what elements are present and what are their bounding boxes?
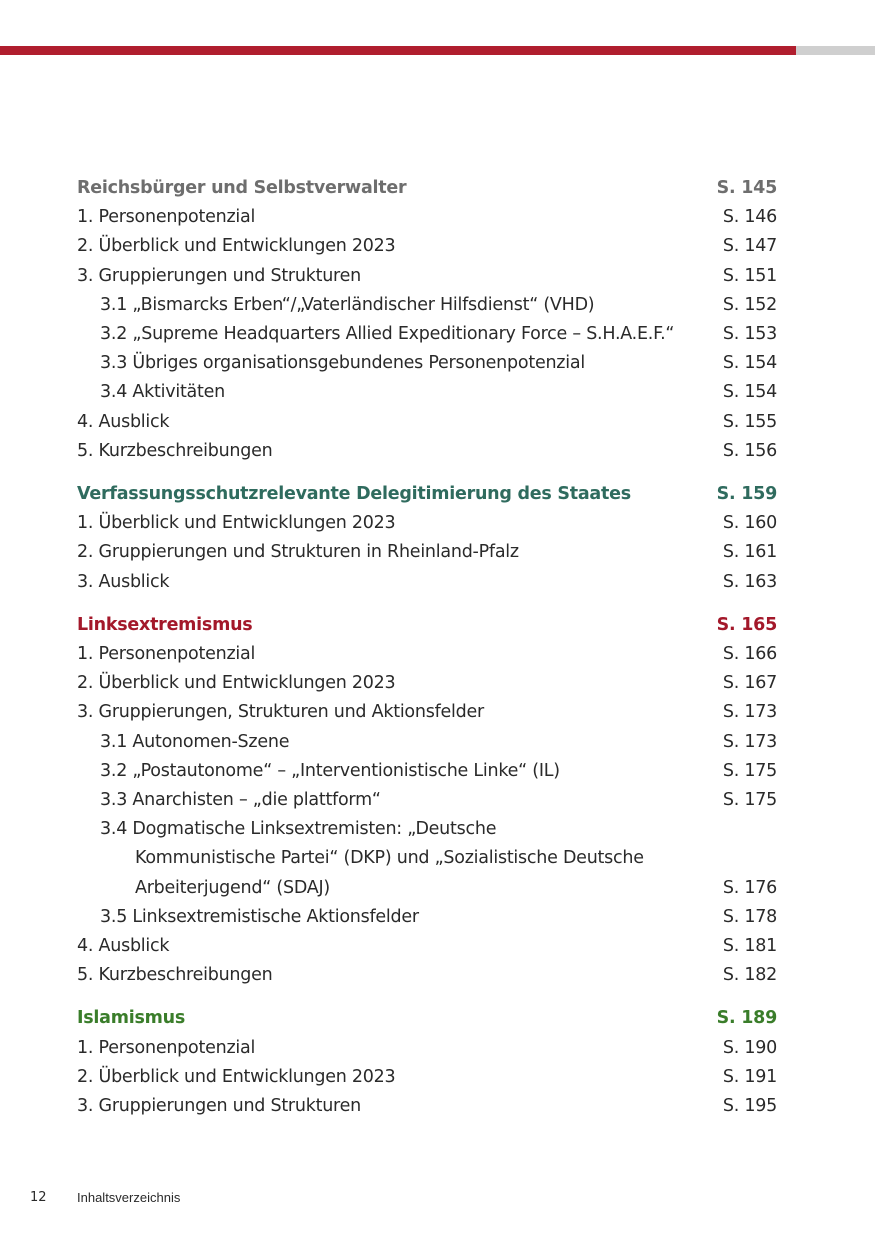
entry-title-line: Kommunistische Partei“ (DKP) und „Sozialistische Deutsche: [135, 848, 644, 869]
entry-title: 3.4 Aktivitäten: [100, 382, 225, 403]
section-page: S. 145: [716, 178, 777, 198]
entry-title: 3. Gruppierungen und Strukturen: [77, 1096, 361, 1117]
toc-entry[interactable]: [77, 728, 777, 757]
entry-page: S. 195: [722, 1096, 777, 1117]
toc-section: [77, 174, 777, 466]
toc-section-heading[interactable]: [77, 611, 777, 640]
toc-entry[interactable]: [77, 509, 777, 538]
toc-section: [77, 480, 777, 597]
entry-title: 1. Personenpotenzial: [77, 1037, 256, 1058]
header-accent-bar-end: [796, 46, 875, 55]
entry-title: 3.3 Übriges organisationsgebundenes Personenpotenzial: [100, 353, 585, 374]
section-title: Linksextremismus: [77, 614, 253, 635]
entry-page: S. 156: [722, 440, 777, 461]
toc-section-heading[interactable]: [77, 480, 777, 509]
section-page: S. 165: [716, 614, 777, 635]
entry-page: S. 191: [722, 1066, 777, 1087]
entry-title: 3. Ausblick: [77, 571, 170, 592]
entry-page: S. 178: [722, 906, 777, 927]
toc-entry[interactable]: [77, 408, 777, 437]
entry-page: S. 175: [722, 760, 777, 781]
entry-title: 2. Überblick und Entwicklungen 2023: [77, 236, 396, 257]
entry-page: S. 151: [722, 265, 777, 286]
entry-page: S. 147: [722, 236, 777, 257]
footer-label: Inhaltsverzeichnis: [77, 1190, 181, 1205]
table-of-contents: [77, 174, 777, 1135]
toc-entry[interactable]: [77, 1034, 777, 1063]
section-title: Reichsbürger und Selbstverwalter: [77, 178, 407, 198]
entry-title: 3.3 Anarchisten – „die plattform“: [100, 790, 381, 811]
toc-entry[interactable]: [77, 1092, 777, 1121]
toc-entry[interactable]: [77, 437, 777, 466]
entry-title: 4. Ausblick: [77, 411, 170, 432]
entry-title: 1. Überblick und Entwicklungen 2023: [77, 513, 396, 534]
entry-page: S. 175: [722, 790, 777, 811]
toc-entry[interactable]: [77, 786, 777, 815]
entry-title-line: 3.4 Dogmatische Linksextremisten: „Deutsche: [100, 819, 497, 840]
entry-title: 2. Überblick und Entwicklungen 2023: [77, 673, 396, 694]
entry-page: S. 163: [722, 571, 777, 592]
entry-title: 3.1 Autonomen-Szene: [100, 731, 290, 752]
toc-entry[interactable]: [77, 757, 777, 786]
entry-title: 3. Gruppierungen, Strukturen und Aktionsfelder: [77, 702, 484, 723]
toc-section-heading[interactable]: [77, 1004, 777, 1033]
toc-section: [77, 1004, 777, 1121]
entry-title: 3.2 „Postautonome“ – „Interventionistische Linke“ (IL): [100, 760, 560, 781]
entry-page: S. 166: [722, 644, 777, 665]
entry-page: S. 190: [722, 1037, 777, 1058]
toc-section: [77, 611, 777, 991]
entry-title: 1. Personenpotenzial: [77, 207, 256, 228]
entry-page: S. 173: [722, 702, 777, 723]
entry-page: S. 155: [722, 411, 777, 432]
toc-entry[interactable]: [77, 349, 777, 378]
entry-page: S. 176: [722, 877, 777, 898]
entry-title: 2. Überblick und Entwicklungen 2023: [77, 1066, 396, 1087]
entry-page: S. 173: [722, 731, 777, 752]
header-accent-bar: [0, 46, 796, 55]
entry-title: 2. Gruppierungen und Strukturen in Rheinland-Pfalz: [77, 542, 519, 563]
toc-entry[interactable]: [77, 538, 777, 567]
entry-page: S. 167: [722, 673, 777, 694]
toc-entry[interactable]: [77, 378, 777, 407]
toc-entry[interactable]: [77, 669, 777, 698]
toc-entry[interactable]: [77, 640, 777, 669]
toc-entry[interactable]: [77, 961, 777, 990]
toc-entry[interactable]: [77, 291, 777, 320]
entry-title: 3.5 Linksextremistische Aktionsfelder: [100, 906, 419, 927]
toc-entry[interactable]: [77, 203, 777, 232]
toc-entry[interactable]: [77, 698, 777, 727]
entry-page: S. 181: [722, 936, 777, 957]
entry-page: S. 153: [722, 324, 777, 345]
entry-page: S. 154: [722, 353, 777, 374]
section-page: S. 159: [716, 484, 777, 505]
toc-entry[interactable]: [77, 815, 777, 903]
entry-title: 3. Gruppierungen und Strukturen: [77, 265, 361, 286]
toc-entry[interactable]: [77, 1063, 777, 1092]
entry-page: S. 182: [722, 965, 777, 986]
toc-entry[interactable]: [77, 903, 777, 932]
toc-entry[interactable]: [77, 568, 777, 597]
section-title: Islamismus: [77, 1008, 185, 1029]
entry-title: 5. Kurzbeschreibungen: [77, 965, 273, 986]
toc-section-heading[interactable]: [77, 174, 777, 203]
entry-title: [77, 815, 723, 903]
entry-page: S. 146: [722, 207, 777, 228]
entry-title-line: Arbeiterjugend“ (SDAJ): [135, 877, 330, 898]
entry-page: S. 160: [722, 513, 777, 534]
entry-page: S. 152: [722, 294, 777, 315]
section-page: S. 189: [716, 1008, 777, 1029]
entry-page: S. 154: [722, 382, 777, 403]
entry-title: 3.2 „Supreme Headquarters Allied Expeditionary Force – S.H.A.E.F.“: [100, 324, 675, 345]
page-number: 12: [30, 1190, 47, 1205]
section-title: Verfassungsschutzrelevante Delegitimierung des Staates: [77, 484, 631, 505]
toc-entry[interactable]: [77, 320, 777, 349]
toc-entry[interactable]: [77, 232, 777, 261]
entry-title: 5. Kurzbeschreibungen: [77, 440, 273, 461]
entry-title: 1. Personenpotenzial: [77, 644, 256, 665]
toc-entry[interactable]: [77, 262, 777, 291]
entry-title: 3.1 „Bismarcks Erben“/„Vaterländischer Hilfsdienst“ (VHD): [100, 294, 595, 315]
entry-page: S. 161: [722, 542, 777, 563]
toc-entry[interactable]: [77, 932, 777, 961]
entry-title: 4. Ausblick: [77, 936, 170, 957]
